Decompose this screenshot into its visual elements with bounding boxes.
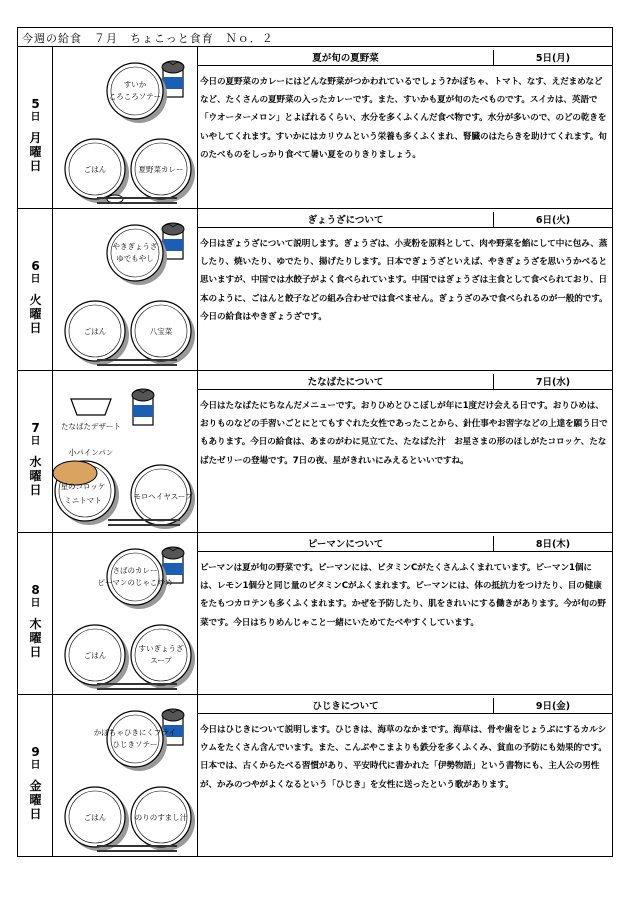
milk-bottle-icon (132, 389, 154, 425)
weekday-char: 日 (29, 483, 42, 497)
food-label: ごはん (83, 813, 107, 822)
meal-illustration (53, 371, 198, 532)
meal-illustration (53, 47, 198, 208)
weekday-char: 曜 (29, 307, 42, 321)
day-number: 5 (31, 97, 40, 111)
food-label: ゆでもやし (116, 254, 154, 263)
day-row (18, 208, 612, 370)
plate-icon (107, 549, 163, 605)
weekday-char: 水 (29, 455, 42, 469)
article-heading: 夏が旬の夏野菜 (198, 50, 494, 66)
article-date: 5日(月) (535, 53, 571, 64)
article-body: 今日はぎょうざについて説明します。ぎょうざは、小麦粉を原料として、肉や野菜を餡にして中に包み、蒸したり、焼いたり、ゆでたり、揚げたりします。日本でぎょうざといえば、やきぎょうざを思いうかべると思いますが、中国では水餃子がよく食べられています。中国ではぎょうざは主食として食べられており、日本のように、ごはんと餃子などの組み合わせでは食べません。ぎょうざのみで食べられるのが一般的です。今日の給食はやきぎょうざです。 (200, 239, 608, 322)
weekday-char: 木 (29, 617, 42, 631)
day-label (18, 533, 53, 694)
weekday-char: 日 (29, 159, 42, 173)
day-row (18, 532, 612, 694)
day-label (18, 209, 53, 370)
day-unit: 日 (30, 436, 41, 447)
meal-tray-svg (53, 371, 198, 533)
article-heading: たなばたについて (198, 374, 494, 390)
plate-icon (131, 625, 191, 685)
weekday-char: 曜 (29, 469, 42, 483)
plate-icon (107, 63, 163, 119)
food-label: モロヘイヤスープ (133, 492, 193, 501)
food-label: たなばたデザート (61, 422, 121, 431)
meal-illustration (53, 209, 198, 370)
article-heading: ピーマンについて (198, 536, 494, 552)
plate-icon (107, 711, 163, 767)
food-label: ごはん (83, 651, 107, 660)
food-label: やきぎょうざ (112, 242, 158, 251)
article (198, 695, 612, 856)
day-number: 9 (31, 745, 40, 759)
article-header (198, 695, 612, 714)
meal-tray-svg (53, 47, 198, 209)
meal-tray-svg (53, 695, 198, 857)
day-number: 8 (31, 583, 40, 597)
article (198, 47, 612, 208)
article-header (198, 209, 612, 228)
weekday-char: 曜 (29, 145, 42, 159)
food-label: スープ (150, 656, 172, 665)
article (198, 209, 612, 370)
article-body: ピーマンは夏が旬の野菜です。ピーマンには、ビタミンCがたくさんふくまれています。ピーマン1個には、レモン1個分と同じ量のビタミンCがふくまれます。ピーマンには、体の抵抗力をつけたり、目の健康をたもつカロテンも多くふくまれます。かぜを予防したり、肌をきれいにする働きがあります。今が旬の野菜です。今日はちりめんじゃこと一緒にいためてたべやすくしています。 (200, 563, 606, 628)
food-label: 八宝菜 (149, 327, 173, 336)
article-date: 9日(金) (535, 701, 571, 712)
food-label: ピーマンのじゃこ炒め (97, 578, 173, 587)
meal-illustration (53, 533, 198, 694)
day-number: 7 (31, 421, 40, 435)
article-heading: ひじきについて (198, 698, 494, 714)
article-heading: ぎょうざについて (198, 212, 494, 228)
day-unit: 日 (30, 274, 41, 285)
weekday-char: 曜 (29, 793, 42, 807)
food-label: ごはん (83, 327, 107, 336)
food-label: ごはん (83, 165, 107, 174)
day-unit: 日 (30, 760, 41, 771)
article (198, 533, 612, 694)
dessert-cup-icon (71, 399, 111, 415)
day-number: 6 (31, 259, 40, 273)
meal-tray-svg (53, 533, 198, 695)
food-label: 夏野菜カレー (138, 165, 184, 174)
article-header (198, 533, 612, 552)
food-label: さばのカレー (112, 566, 158, 575)
day-unit: 日 (30, 112, 41, 123)
meal-illustration (53, 695, 198, 856)
menu-sheet (17, 27, 613, 857)
plate-icon (107, 225, 163, 281)
day-label (18, 695, 53, 856)
article (198, 371, 612, 532)
food-label: ミニトマト (64, 496, 102, 505)
day-label (18, 47, 53, 208)
food-label: ころころソテー (108, 92, 162, 101)
day-row (18, 370, 612, 532)
weekday-char: 月 (29, 131, 42, 145)
meal-tray-svg (53, 209, 198, 371)
article-date: 8日(木) (535, 539, 571, 550)
food-label: のりのすまし汁 (134, 813, 188, 822)
weekday-char: 火 (29, 293, 42, 307)
food-label: ひじきソテー (112, 740, 158, 749)
article-body: 今日の夏野菜のカレーにはどんな野菜がつかわれているでしょう?かぼちゃ、トマト、なす、えだまめなどなど、たくさんの夏野菜の入ったカレーです。また、すいかも夏が旬のたべものです。スイカは、英語で「ウオーターメロン」とよばれるくらい、水分を多くふくんだ食べ物です。水分が多いので、のどの乾きをいやしてくれます。すいかにはカリウムという栄養も多くふくまれ、腎臓のはたらきを助けてくれます。旬のたべものをしっかり食べて暑い夏をのりきりましょう。 (200, 77, 607, 160)
article-date: 7日(水) (535, 377, 571, 388)
food-label: 小パインパン (68, 448, 114, 457)
day-unit: 日 (30, 598, 41, 609)
food-label: すいか (123, 80, 147, 89)
weekday-char: 日 (29, 645, 42, 659)
article-body: 今日はたなばたにちなんだメニューです。おりひめとひこぼしが年に1度だけ会える日です。おりひめは、おりものなどの手習いごとにとてもすぐれた女性であったことから、針仕事やお習字などの上達を願う日でもあります。今日の給食は、あまのがわに見立てた、たなばた汁 お星さまの形のほしがたコロッケ、たなばたゼリーの登場です。7日の夜、星がきれいにみえるといいですね。 (200, 401, 608, 466)
page-title: 今週の給食 ７月 ちょこっと食育 Ｎｏ．２ (22, 32, 274, 45)
day-row (18, 694, 612, 856)
article-header (198, 371, 612, 390)
food-label: 星のコロッケ (60, 482, 106, 491)
article-date: 6日(火) (535, 215, 571, 226)
food-label: かぼちゃひきにくフライ (93, 728, 177, 737)
day-label (18, 371, 53, 532)
food-label: すいぎょうざ (138, 644, 184, 653)
weekday-char: 金 (29, 779, 42, 793)
article-header (198, 47, 612, 66)
article-body: 今日はひじきについて説明します。ひじきは、海草のなかまです。海草は、骨や歯をじょうぶにするカルシウムをたくさん含んでいます。また、こんぶやこまよりも鉄分を多くふくみ、貧血の予防にも効果的です。日本では、古くからたべる習慣があり、平安時代に書かれた「伊勢物語」という書物にも、主人公の男性が、かみのつやがよくなるという「ひじき」を女性に送ったという歌があります。 (200, 725, 607, 790)
weekday-char: 日 (29, 807, 42, 821)
day-row (18, 46, 612, 208)
weekday-char: 曜 (29, 631, 42, 645)
weekday-char: 日 (29, 321, 42, 335)
